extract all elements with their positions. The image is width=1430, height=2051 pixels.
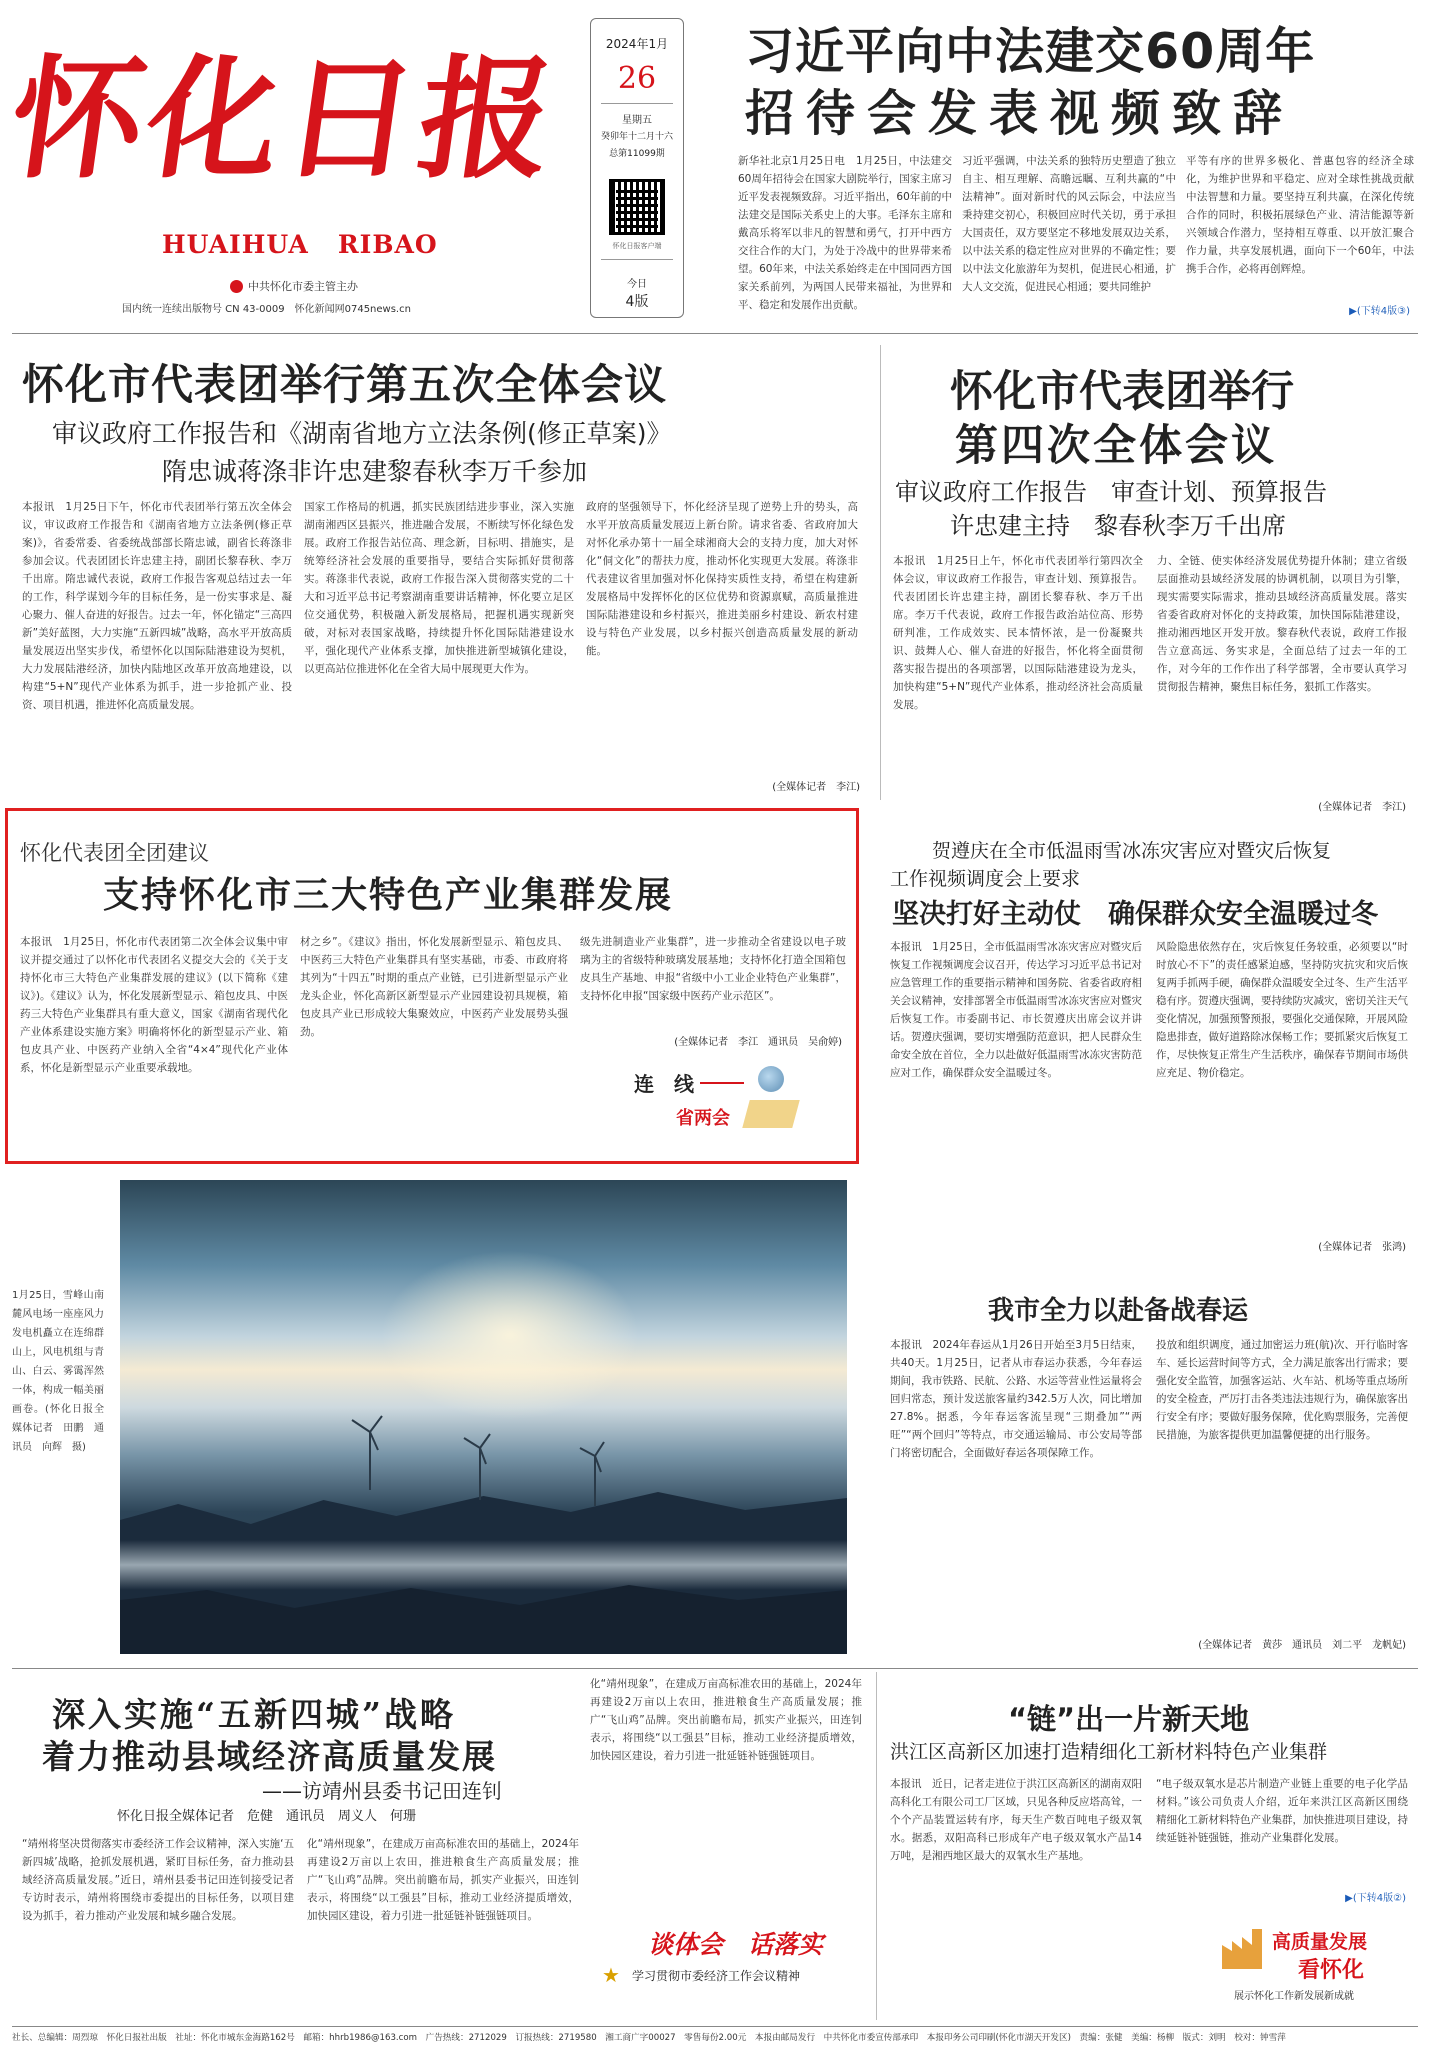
date-year-month: 2024年1月 [605,37,669,51]
county-headline-2: 着力推动县域经济高质量发展 [42,1737,497,1776]
county-col-3 [590,1675,862,1885]
chain-col-1: 本报讯 近日，记者走进位于洪江区高新区的湖南双阳高科化工有限公司工厂区域，只见各种反应塔高耸，一个个产品装置运转有序，每天生产数百吨电子级双氧水。据悉，双阳高科已形成年产电子级双氧水产品14万吨，是湘西地区最大的双氧水生产基地。 [890,1778,1142,1862]
story-four-headline-2: 第四次全体会议 [955,421,1277,471]
story-chain [880,1675,1418,2020]
wind-turbine-icon [580,1442,604,1506]
disaster-kicker-1: 贺遵庆在全市低温雨雪冰冻灾害应对暨灾后恢复 [932,840,1332,862]
county-col-1: “靖州将坚决贯彻落实市委经济工作会议精神，深入实施‘五新四城’战略，抢抓发展机遇，紧盯目标任务，奋力推动县域经济高质量发展。”近日，靖州县委书记田连钊接受记者专访时表示，靖州将围绕市委提出的目标任务，以项目建设为抓手，着力推动产业发展和城乡融合发展。 [22,1838,294,1922]
microphone-icon [758,1066,784,1092]
story-four-headline-1: 怀化市代表团举行 [950,367,1294,417]
story-fourth-session [885,340,1418,820]
cluster-signoff: (全媒体记者 李江 通讯员 吴俞婷) [674,1037,842,1048]
factory-icon [1222,1929,1262,1969]
issue-number: 总第11099期 [609,149,665,159]
divider [12,1668,1418,1669]
badge-stand [742,1100,800,1128]
story-five-col-3: 政府的坚强领导下，怀化经济呈现了逆势上升的势头，高水平开放高质量发展迈上新台阶。请求省委、省政府加大对怀化承办第十一届全球湘商大会的支持力度，加大对怀化“侗文化”的帮扶力度，推动怀化实现更大发展。蒋涤非代表建议省里加强对怀化保持实质性支持，希望在构建新发展格局中发挥怀化的区位优势和资源禀赋，高质量推进国际陆港建设和乡村振兴，推进美丽乡村建设、新农村建设与特色产业发展，以乡村振兴创造高质量发展的新动能。 [586,501,858,657]
photo-caption: 1月25日，雪峰山南麓风电场一座座风力发电机矗立在连绵群山上，风电机组与青山、白云、雾霭浑然一体，构成一幅美丽画卷。(怀化日报全媒体记者 田鹏 通讯员 向辉 摄) [12,1290,104,1453]
cluster-headline: 支持怀化市三大特色产业集群发展 [103,874,674,916]
disaster-col-2: 风险隐患依然存在，灾后恢复任务较重，必须要以“时时放心不下”的责任感紧迫感，坚持防灾抗灾和灾后恢复两手抓两手硬，确保群众温暖安全过冬、生产生活平稳有序。贺遵庆强调，要持续防灾减灾，密切关注天气变化情况，加强预警预报，要强化交通保障，开展风险隐患排查，做好道路除冰保畅工作；要抓紧灾后恢复工作，尽快恢复正常生产生活秩序，确保春节期间市场供应充足、物价稳定。 [1156,941,1408,1079]
spring-headline: 我市全力以赴备战春运 [988,1296,1249,1326]
county-byline: 怀化日报全媒体记者 危健 通讯员 周义人 何珊 [117,1809,417,1824]
story-four-col-2: 力、全链、使实体经济发展优势提升体制；建立省级层面推动县域经济发展的协调机制，以项目为引擎，现实需要实际需求，推动县域经济高质量发展。落实省委省政府对怀化的支持政策，加快国际陆港建设，推动湘西地区开发开放。黎春秋代表说，政府工作报告立意高远、务实求是，全面总结了过去一年的工作，对今年的工作作出了科学部署，全市要认真学习贯彻报告精神，聚焦目标任务，狠抓工作落实。 [1157,555,1407,693]
story-five-col-2: 国家工作格局的机遇，抓实民族团结进步事业，深入实施湖南湘西区县振兴，推进融合发展，不断续写怀化绿色发展。政府工作报告站位高、理念新，目标明、措施实，是统筹经济社会发展的重要指导，要结合实际抓好贯彻落实。蒋涤非代表说，政府工作报告深入贯彻落实党的二十大和习近平总书记考察湖南重要讲话精神，怀化要立足区位交通优势，积极融入新发展格局，把握机遇实现新突破，对标对表国家战略，持续提升怀化国际陆港建设水平，强化现代产业体系支撑，加快推进新型城镇化建设，以更高站位推进怀化在全省大局中展现更大作为。 [304,501,574,675]
disaster-headline: 坚决打好主动仗 确保群众安全温暖过冬 [892,899,1378,930]
top-story [700,22,1418,317]
footer-rule [12,2026,1418,2027]
quality-badge [1216,1915,1412,2015]
cluster-kicker: 怀化代表团全团建议 [20,841,209,865]
cluster-col-2: 材之乡”。《建议》指出，怀化发展新型显示、箱包皮具、中医药三大特色产业集群具有坚实基础，市委、市政府将其列为“十四五”时期的重点产业链，已引进新型显示产业龙头企业，怀化高新区新型显示产业园建设初具规模，箱包皮具产业已形成较大集聚效应，中医药产业发展势头强劲。 [300,936,568,1038]
sponsor-text: 中共怀化市委主管主办 [248,280,358,293]
cn-number: 国内统一连续出版物号 CN 43-0009 怀化新闻网0745news.cn [122,304,411,315]
story-five-signoff: (全媒体记者 李江) [772,782,860,793]
chain-continued[interactable]: ▶(下转4版②) [1345,1893,1406,1904]
masthead-pinyin: HUAIHUA RIBAO [162,230,438,259]
disaster-kicker-2: 工作视频调度会上要求 [890,868,1081,890]
badge-bottom-text: 省两会 [676,1108,730,1129]
wind-turbines [120,1180,847,1654]
story-five-col-1: 本报讯 1月25日下午，怀化市代表团举行第五次全体会议，审议政府工作报告和《湖南省地方立法条例(修正草案)》，省委常委、省委统战部部长隋忠诚，副省长蒋涤非参加会议。代表团团长许忠建主持，副团长黎春秋、李万千出席。隋忠诚代表说，政府工作报告客观总结过去一年的工作，科学谋划今年的目标任务，是一份实事求是、凝心聚力、催人奋进的好报告。过去一年，怀化锚定“三高四新”美好蓝图，大力实施“五新四城”战略，高水平开放高质量发展迈出坚实步伐，希望怀化以国际陆港建设为契机，大力发展陆港经济，加快内陆地区改革开放高地建设，以构建“5+N”现代产业体系为抓手，进一步抢抓产业、投资、项目机遇，推进怀化高质量发展。 [22,501,292,711]
story-fifth-session [12,340,872,800]
story-county-economy [12,1675,872,2020]
column-divider [880,345,881,800]
story-disaster-response [880,820,1418,1260]
badge-top-text: 连 线 [634,1072,694,1096]
quality-badge-title-2: 看怀化 [1298,1958,1365,1983]
study-badge-sub: 学习贯彻市委经济工作会议精神 [632,1969,801,1983]
wind-turbine-icon [352,1416,382,1490]
quality-badge-title-1: 高质量发展 [1272,1931,1368,1953]
weekday: 星期五 [622,115,652,126]
liaison-badge [618,1056,818,1146]
date-day: 26 [617,61,657,96]
qr-caption: 怀化日报客户端 [612,242,662,250]
county-headline-1: 深入实施“五新四城”战略 [52,1695,456,1734]
column-divider [876,1672,877,2020]
story-four-sub-2: 许忠建主持 黎春秋李万千出席 [950,512,1286,540]
divider [12,333,1418,334]
photo-block [12,1180,847,1654]
spring-col-2: 投放和组织调度，通过加密运力班(航)次、开行临时客车、延长运营时间等方式，全力满足旅客出行需求；要强化安全监管，加强客运站、火车站、机场等重点场所的安全检查，严厉打击各类违法违规行为，确保旅客出行安全有序；要做好服务保障，优化购票服务，完善便民措施，为旅客提供更加温馨便捷的出行服务。 [1156,1339,1408,1441]
story-four-sub-1: 审议政府工作报告 审查计划、预算报告 [895,478,1327,506]
cluster-col-3: 级先进制造业产业集群”，进一步推动全省建设以电子玻璃为主的省级特种玻璃发展基地；支持怀化打造全国箱包皮具生产基地、申报“省级中小工业企业特色产业集群”，支持怀化申报“国家级中医药产业示范区”。 [580,936,846,1002]
study-badge [602,1925,862,2005]
top-story-col-1: 新华社北京1月25日电 1月25日，中法建交60周年招待会在国家大剧院举行，国家主席习近平发表视频致辞。习近平指出，60年前的中法建交是国际关系史上的大事。毛泽东主席和戴高乐将军以非凡的智慧和勇气，打开中西方交往合作的大门，为处于冷战中的世界带来希望。60年来，中法关系始终走在中国同西方国家关系前列，为两国人民带来福祉，为世界和平、稳定和发展作出贡献。 [738,155,952,311]
chain-sub: 洪江区高新区加速打造精细化工新材料特色产业集群 [890,1741,1328,1763]
spring-col-1: 本报讯 2024年春运从1月26日开始至3月5日结束，共40天。1月25日，记者从市春运办获悉，今年春运期间，我市铁路、民航、公路、水运等营业性运量将会回归常态，预计发送旅客量约342.5万人次，同比增加27.8%。据悉，今年春运客流呈现“三期叠加”“两旺”“两个回归”等特点，市交通运输局、市公安局等部门将密切配合，全面做好春运各项保障工作。 [890,1339,1142,1459]
story-five-sub-1: 审议政府工作报告和《湖南省地方立法条例(修正草案)》 [52,419,672,448]
pages-count: 4版 [625,294,649,310]
county-sub: ——访靖州县委书记田连钊 [262,1779,502,1803]
star-icon: ★ [602,1963,620,1987]
top-story-col-3: 平等有序的世界多极化、普惠包容的经济全球化，为维护世界和平稳定、应对全球性挑战贡献中法智慧和力量。要坚持互利共赢，在深化传统合作的同时，积极拓展绿色产业、清洁能源等新兴领域合作潜力，坚持相互尊重、以开放汇聚合作力量，共享发展机遇，面向下一个60年，中法携手合作，必将再创辉煌。 [1186,155,1414,275]
cluster-col-1: 本报讯 1月25日，怀化市代表团第二次全体会议集中审议并提交通过了以怀化市代表团名义提交大会的《关于支持怀化市三大特色产业集群发展的建议》(以下简称《建议》)。《建议》认为，怀化发展新型显示、箱包皮具、中医药三大特色产业集群具有重大意义，国家《湖南省现代化产业体系建设实施方案》明确将怀化的新型显示产业、箱包皮具产业、中医药产业纳入全省“4×4”现代化产业体系，怀化是新型显示产业重要承载地。 [20,936,288,1074]
top-story-headline-1: 习近平向中法建交60周年 [745,23,1316,80]
wind-turbine-icon [464,1434,490,1500]
story-five-sub-2: 隋忠诚蒋涤非许忠建黎春秋李万千参加 [162,457,588,486]
story-four-col-1: 本报讯 1月25日上午，怀化市代表团举行第四次全体会议，审议政府工作报告，审查计划、预算报告。代表团团长许忠建主持，副团长黎春秋、李万千出席。李万千代表说，政府工作报告政治站位高、形势研判准，工作成效实、民本情怀浓，是一份凝聚共识、鼓舞人心、催人奋进的好报告，怀化将全面贯彻落实报告提出的各项部署，以国际陆港建设为龙头，加快构建“5+N”现代产业体系，推动经济社会高质量发展。 [893,555,1143,711]
masthead-title: 怀化日报 [1,42,567,197]
landscape-photo [120,1180,847,1654]
badge-line [700,1082,744,1084]
sponsor-line [230,278,358,294]
qr-code-icon[interactable] [609,179,665,235]
footer: 社长、总编辑：周烈琼 怀化日报社出版 社址：怀化市城东金海路162号 邮箱：hhrb1986@163.com 广告热线：2712029 订报热线：2719580 湘工商广字00027 零售每份2.00元 本报由邮局发行 中共怀化市委宣传部承印 本报印务公司印刷(怀化市湖天开发区) 责编：张健 美编：杨柳 版式：刘明 校对：钟雪萍 [12,2033,1286,2043]
lunar-date: 癸卯年十二月十六 [600,132,673,142]
county-col-2: 化“靖州现象”，在建成万亩高标准农田的基础上，2024年再建设2万亩以上农田，推进粮食生产高质量发展；推广“飞山鸡”品牌。突出前瞻布局，抓实产业振兴，田连钊表示，将围绕“以工强县”目标，推动工业经济提质增效，加快园区建设，着力引进一批延链补链强链项目。 [307,1838,579,1922]
date-box [590,18,684,318]
top-story-headline-2: 招待会发表视频致辞 [745,85,1295,142]
pages-label: 今日 [627,279,647,290]
story-industry-cluster [5,808,859,1164]
party-emblem-icon [230,280,243,293]
top-story-continued[interactable]: ▶(下转4版③) [1349,306,1410,317]
story-five-headline: 怀化市代表团举行第五次全体会议 [22,360,668,409]
study-badge-title: 谈体会 话落实 [648,1930,824,1959]
chain-col-2: “电子级双氧水是芯片制造产业链上重要的电子化学品材料。”该公司负责人介绍，近年来洪江区高新区围绕精细化工新材料特色产业集群，加快推进项目建设，持续延链补链强链，推动产业集群化发展。 [1156,1778,1408,1844]
county-col-3-text: 化“靖州现象”，在建成万亩高标准农田的基础上，2024年再建设2万亩以上农田，推进粮食生产高质量发展；推广“飞山鸡”品牌。突出前瞻布局，抓实产业振兴，田连钊表示，将围绕“以工强县”目标，推动工业经济提质增效，加快园区建设，着力引进一批延链补链强链项目。 [590,1678,862,1762]
quality-badge-sub: 展示怀化工作新发展新成就 [1234,1991,1354,2002]
spring-signoff: (全媒体记者 黄莎 通讯员 刘二平 龙帆妃) [1198,1640,1406,1651]
top-story-col-2: 习近平强调，中法关系的独特历史塑造了独立自主、相互理解、高瞻远瞩、互利共赢的“中法精神”。面对新时代的风云际会，中法应当秉持建交初心，积极回应时代关切，勇于承担大国责任，双方要坚定不移地发展双边关系，以中法关系的稳定性应对世界的不确定性；要以中法文化旅游年为契机，促进民心相通，扩大人文交流，促进民心相通；要共同维护 [962,155,1176,293]
story-four-signoff: (全媒体记者 李江) [1318,802,1406,813]
disaster-col-1: 本报讯 1月25日，全市低温雨雪冰冻灾害应对暨灾后恢复工作视频调度会议召开，传达学习习近平总书记对应急管理工作的重要指示精神和国务院、省委省政府相关会议精神，安排部署全市低温雨雪冰冻灾害应对暨灾后恢复工作。市委副书记、市长贺遵庆出席会议并讲话。贺遵庆强调，要切实增强防范意识，把人民群众生命安全放在首位，全力以赴做好低温雨雪冰冻灾害防范应对工作，确保群众安全温暖过冬。 [890,941,1142,1079]
masthead [1,20,582,315]
story-spring-travel [880,1276,1418,1660]
chain-headline: “链”出一片新天地 [1008,1702,1250,1736]
disaster-signoff: (全媒体记者 张鸿) [1318,1242,1406,1253]
